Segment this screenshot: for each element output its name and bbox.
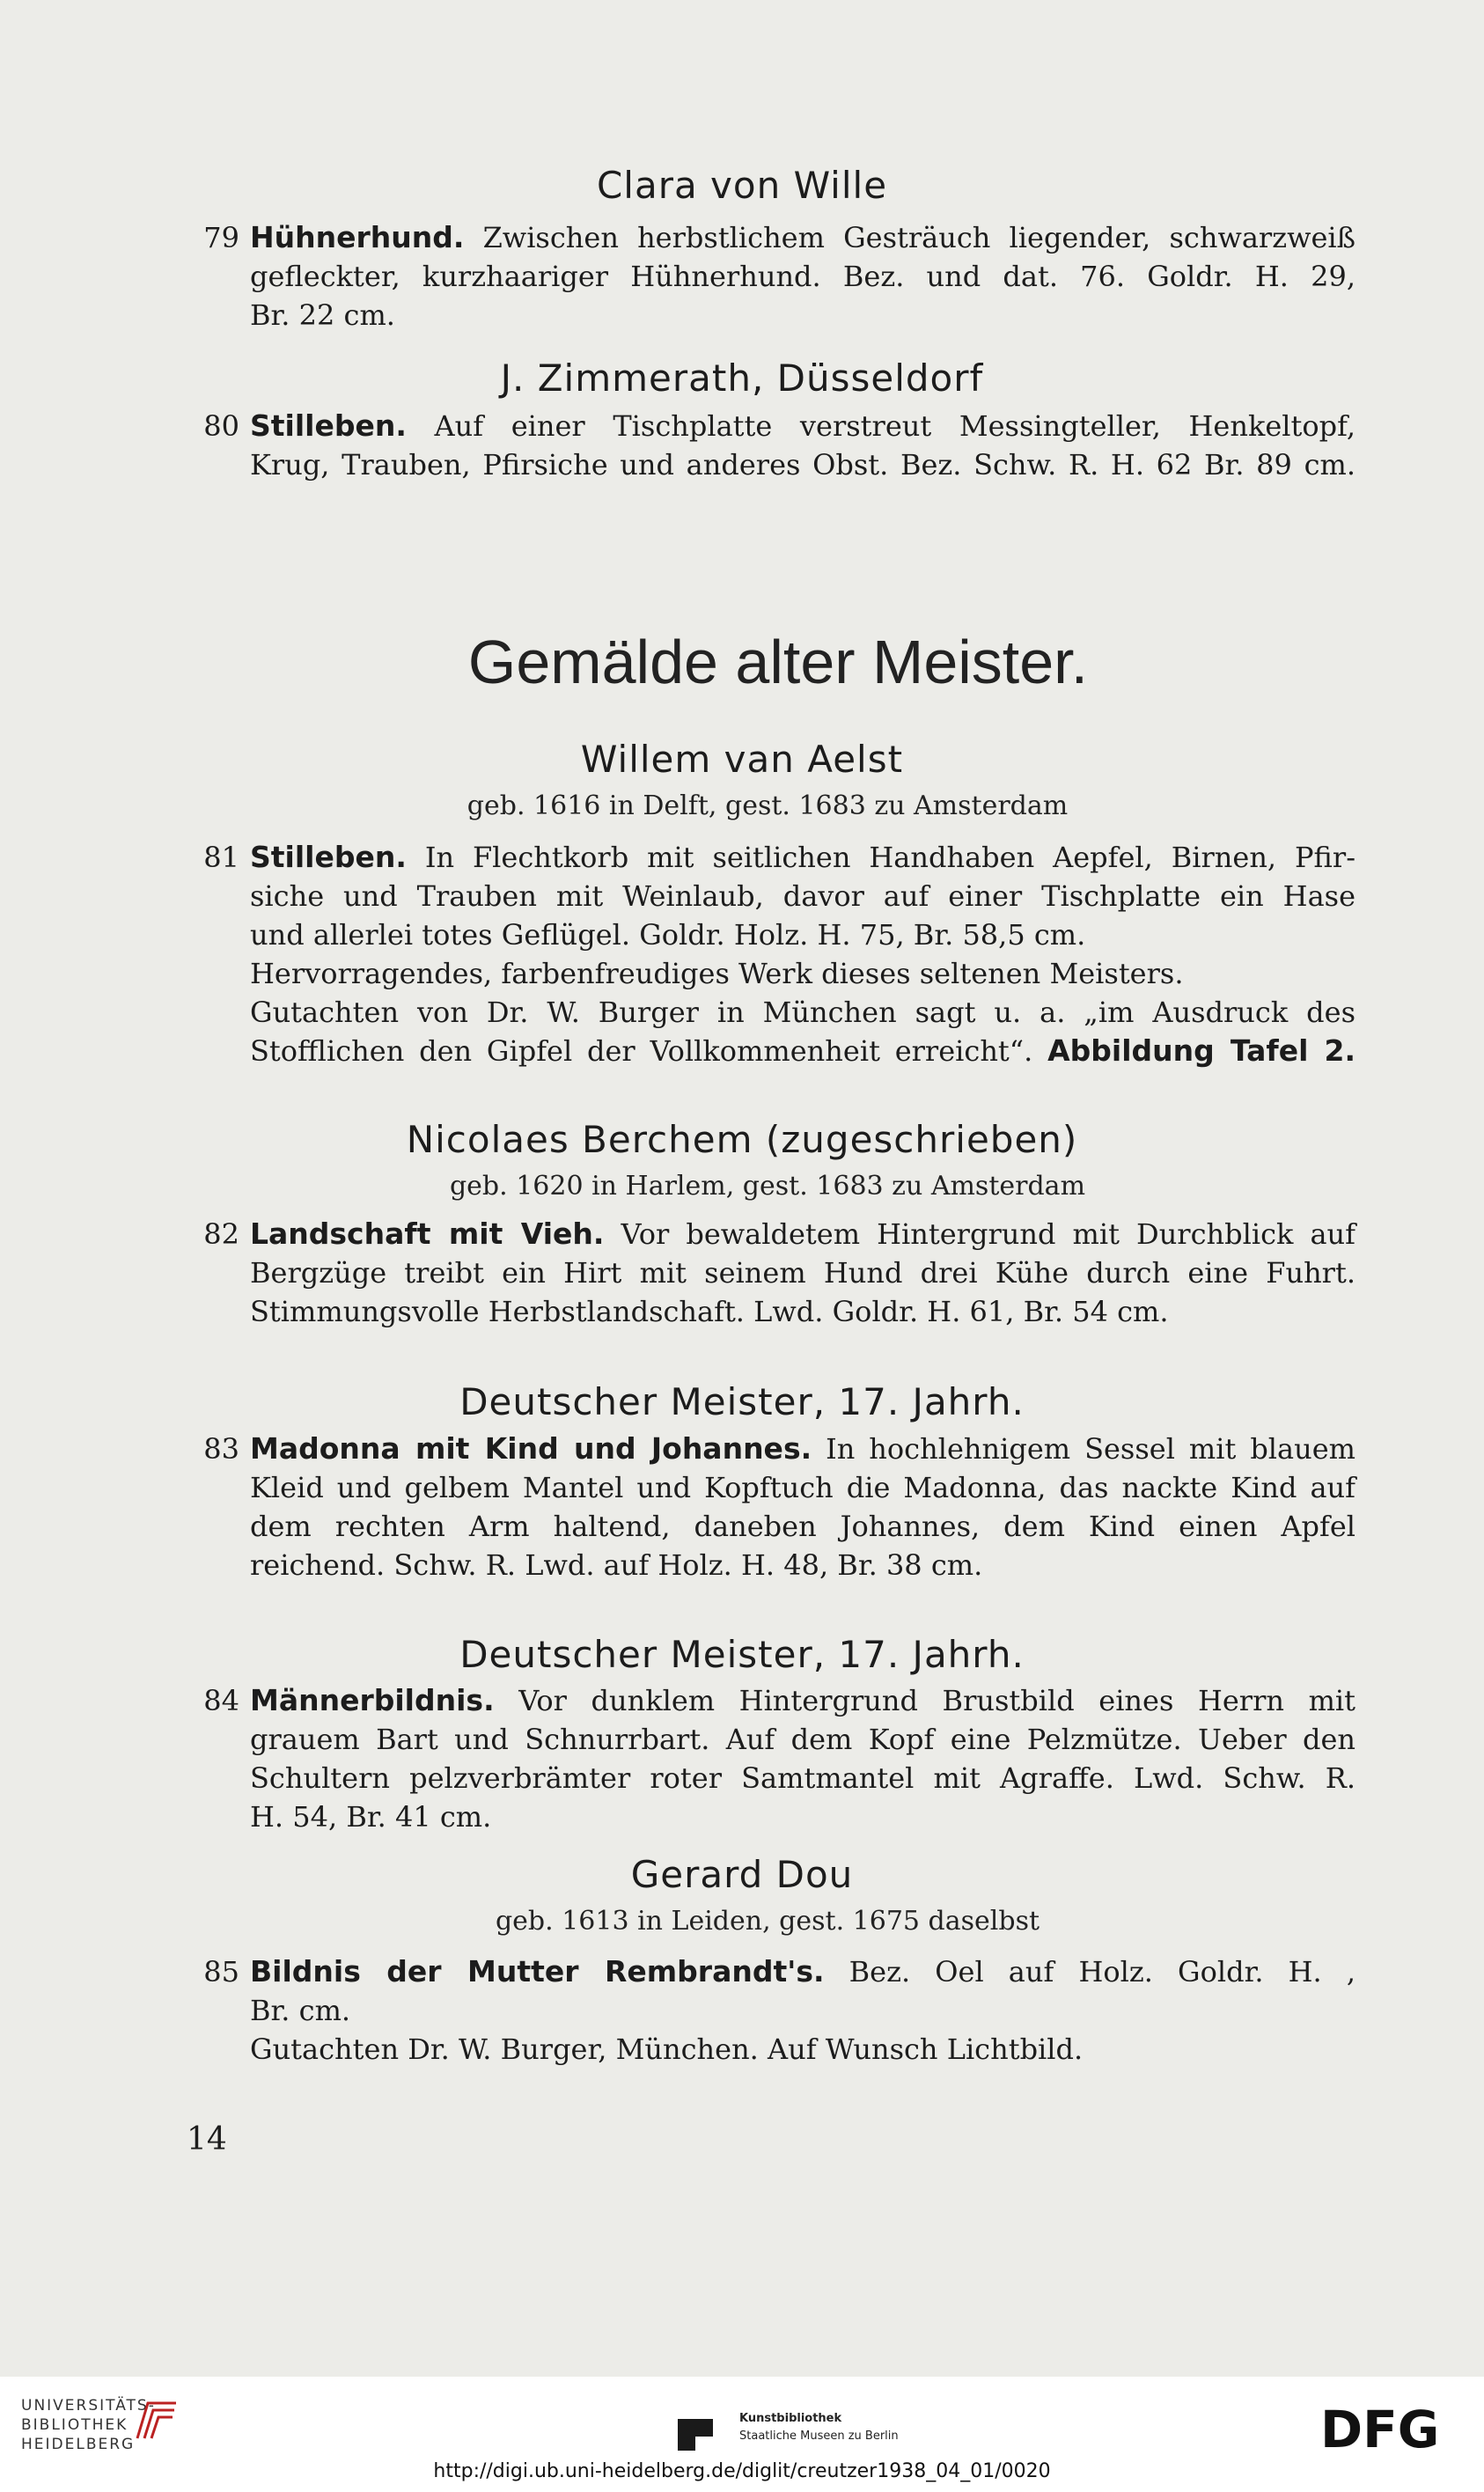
- entry-number: 85: [203, 1955, 239, 1988]
- entry-text: Br. 22 cm.: [250, 298, 395, 332]
- entry-text: dem rechten Arm haltend, daneben Johannes, dem Kind einen Apfel: [250, 1510, 1355, 1543]
- entry-text: und allerlei totes Geflügel. Goldr. Holz. H. 75, Br. 58,5 cm.: [250, 918, 1086, 952]
- catalog-entry-84: [201, 1681, 1355, 1836]
- dfg-logo[interactable]: [1320, 2401, 1461, 2458]
- artist-heading-berchem: Nicolaes Berchem (zugeschrieben): [406, 1118, 1078, 1161]
- heidelberg-logo-icon: [132, 2396, 181, 2449]
- entry-text: Vor bewaldetem Hintergrund mit Durchblick auf: [621, 1217, 1355, 1251]
- entry-text: Zwischen herbstlichem Gesträuch liegender, schwarzweiß: [482, 221, 1356, 254]
- entry-text: siche und Trauben mit Weinlaub, davor auf einer Tischplatte ein Hase: [250, 879, 1355, 913]
- entry-text: Bergzüge treibt ein Hirt mit seinem Hund drei Kühe durch eine Fuhrt.: [250, 1256, 1355, 1290]
- catalog-entry-79: [201, 218, 1355, 334]
- catalog-entry-81: [201, 838, 1355, 1070]
- catalog-entry-85: [201, 1952, 1355, 2069]
- entry-text: Bez. Oel auf Holz. Goldr. H. ,: [849, 1955, 1356, 1988]
- artist-dates-gerard-dou: geb. 1613 in Leiden, gest. 1675 daselbst: [495, 1906, 1040, 1937]
- kunstbibliothek-logo-icon: [678, 2410, 731, 2458]
- entry-number: 84: [203, 1684, 239, 1717]
- permalink-url[interactable]: http://digi.ub.uni-heidelberg.de/diglit/creutzer1938_04_01/0020: [433, 2460, 1051, 2482]
- entry-title: Hühnerhund.: [250, 220, 465, 254]
- entry-text: Stofflichen den Gipfel der Vollkommenheit erreicht“.: [250, 1034, 1033, 1068]
- entry-title: Männerbildnis.: [250, 1683, 495, 1717]
- artist-heading-clara-von-wille: Clara von Wille: [596, 164, 888, 207]
- entry-text: reichend. Schw. R. Lwd. auf Holz. H. 48, Br. 38 cm.: [250, 1548, 983, 1582]
- artist-heading-deutscher-meister-2: Deutscher Meister, 17. Jahrh.: [459, 1633, 1025, 1676]
- entry-text: Stimmungsvolle Herbstlandschaft. Lwd. Goldr. H. 61, Br. 54 cm.: [250, 1295, 1169, 1328]
- entry-text: Gutachten Dr. W. Burger, München. Auf Wunsch Lichtbild.: [250, 2033, 1084, 2066]
- artist-dates-berchem: geb. 1620 in Harlem, gest. 1683 zu Amsterdam: [449, 1171, 1086, 1202]
- entry-text: gefleckter, kurzhaariger Hühnerhund. Bez. und dat. 76. Goldr. H. 29,: [250, 260, 1355, 293]
- entry-text: Kleid und gelbem Mantel und Kopftuch die Madonna, das nackte Kind auf: [250, 1471, 1355, 1504]
- catalog-entry-80: [201, 407, 1355, 484]
- entry-number: 81: [203, 841, 239, 874]
- catalog-entry-83: [201, 1430, 1355, 1584]
- artist-heading-gerard-dou: Gerard Dou: [630, 1853, 854, 1896]
- entry-number: 83: [203, 1432, 239, 1466]
- entry-text: Auf einer Tischplatte verstreut Messingteller, Henkeltopf,: [434, 409, 1356, 443]
- entry-text: Schultern pelzverbrämter roter Samtmantel mit Agraffe. Lwd. Schw. R.: [250, 1761, 1355, 1795]
- kb-line-1: Kunstbibliothek: [739, 2412, 842, 2425]
- entry-title: Stilleben.: [250, 840, 407, 874]
- plate-reference: Abbildung Tafel 2.: [1047, 1033, 1356, 1068]
- entry-title: Madonna mit Kind und Johannes.: [250, 1431, 812, 1466]
- section-title: Gemälde alter Meister.: [467, 628, 1089, 696]
- artist-dates-van-aelst: geb. 1616 in Delft, gest. 1683 zu Amsterdam: [467, 790, 1069, 821]
- entry-number: 79: [203, 221, 239, 254]
- kunstbibliothek-text[interactable]: [739, 2410, 899, 2445]
- page-number: 14: [187, 2121, 227, 2158]
- entry-text: Krug, Trauben, Pfirsiche und anderes Obst. Bez. Schw. R. H. 62 Br. 89 cm.: [250, 448, 1355, 481]
- entry-title: Stilleben.: [250, 408, 407, 443]
- entry-text: In Flechtkorb mit seitlichen Handhaben Aepfel, Birnen, Pfir-: [424, 841, 1356, 874]
- entry-text: H. 54, Br. 41 cm.: [250, 1800, 492, 1834]
- catalog-entry-82: [201, 1215, 1355, 1331]
- uni-line-2: BIBLIOTHEK: [21, 2416, 129, 2434]
- entry-text: Vor dunklem Hintergrund Brustbild eines Herrn mit: [518, 1684, 1356, 1717]
- dfg-logo-text: DFG: [1320, 2401, 1440, 2454]
- entry-number: 82: [203, 1217, 239, 1251]
- entry-title: Bildnis der Mutter Rembrandt's.: [250, 1954, 825, 1988]
- entry-text: Hervorragendes, farbenfreudiges Werk dieses seltenen Meisters.: [250, 957, 1184, 990]
- entry-text: Gutachten von Dr. W. Burger in München sagt u. a. „im Ausdruck des: [250, 996, 1355, 1029]
- artist-heading-deutscher-meister-1: Deutscher Meister, 17. Jahrh.: [459, 1380, 1025, 1423]
- entry-number: 80: [203, 409, 239, 443]
- entry-text: grauem Bart und Schnurrbart. Auf dem Kopf eine Pelzmütze. Ueber den: [250, 1723, 1355, 1756]
- entry-title: Landschaft mit Vieh.: [250, 1217, 605, 1251]
- entry-text: Br. cm.: [250, 1994, 351, 2027]
- uni-line-1: UNIVERSITÄTS-: [21, 2397, 156, 2415]
- artist-heading-zimmerath: J. Zimmerath, Düsseldorf: [500, 357, 984, 400]
- entry-text: In hochlehnigem Sessel mit blauem: [826, 1432, 1356, 1466]
- kb-line-2: Staatliche Museen zu Berlin: [739, 2430, 899, 2443]
- artist-heading-van-aelst: Willem van Aelst: [580, 738, 904, 781]
- uni-line-3: HEIDELBERG: [21, 2436, 136, 2453]
